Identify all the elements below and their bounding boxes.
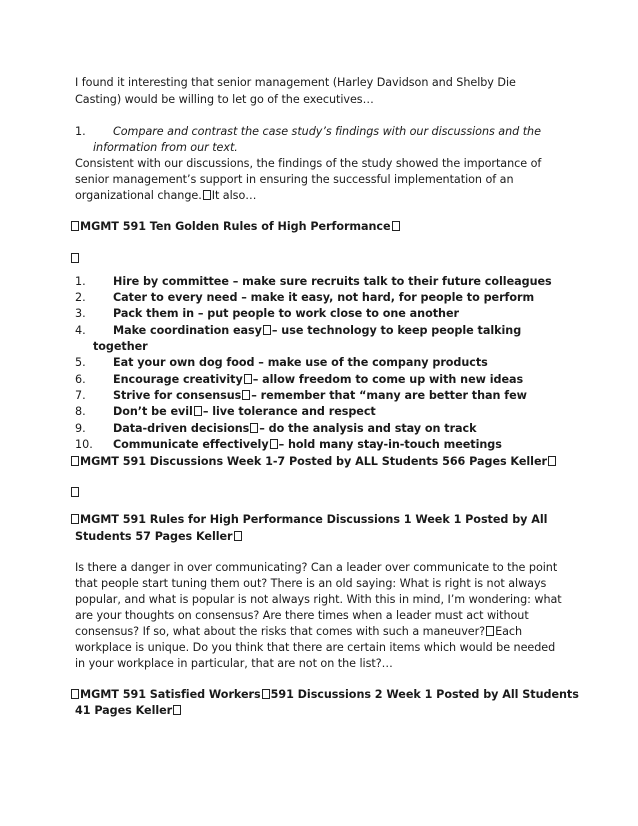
box-glyph-icon [270, 439, 278, 449]
empty-box-line [70, 485, 80, 501]
rule-number: 2. [75, 291, 86, 304]
box-glyph-icon [173, 705, 181, 715]
rule-text: Strive for consensus – remember that “many are better than few [113, 389, 527, 402]
box-glyph-icon [71, 487, 79, 497]
answer-line-3: organizational change. It also… [75, 189, 257, 202]
box-glyph-icon [548, 456, 556, 466]
body-line-5: consensus? If so, what about the risks that comes with such a maneuver? Each [75, 625, 523, 638]
question-line-2: information from our text. [93, 141, 238, 154]
body-line-1: Is there a danger in over communicating? Can a leader over communicate to the point [75, 561, 558, 574]
rule-text: Cater to every need – make it easy, not hard, for people to perform [113, 291, 535, 304]
rule-text: Communicate effectively – hold many stay-in-touch meetings [113, 438, 502, 451]
rule-text: Don’t be evil – live tolerance and respect [113, 405, 376, 418]
rule-text: Hire by committee – make sure recruits talk to their future colleagues [113, 275, 552, 288]
heading-discussions-link[interactable]: MGMT 591 Discussions Week 1-7 Posted by ALL Students 566 Pages Keller [70, 454, 557, 470]
rule-text: Pack them in – put people to work close to one another [113, 307, 459, 320]
rule-number: 5. [75, 356, 86, 369]
body-line-3: popular, and what is popular is not always right. With this in mind, I’m wondering: what [75, 593, 562, 606]
heading-satisfied-line-2[interactable]: 41 Pages Keller [75, 703, 182, 719]
box-glyph-icon [486, 626, 494, 636]
rule-number: 9. [75, 422, 86, 435]
rule-number: 4. [75, 324, 86, 337]
question-line-1: Compare and contrast the case study’s findings with our discussions and the [113, 125, 541, 138]
heading-rules-line-2[interactable]: Students 57 Pages Keller [75, 529, 243, 545]
empty-box-line [70, 251, 80, 267]
rule-text: Make coordination easy – use technology to keep people talking [113, 324, 522, 337]
box-glyph-icon [71, 221, 79, 231]
body-line-7: in your workplace in particular, that are not on the list?… [75, 657, 393, 670]
rule-text: Eat your own dog food – make use of the company products [113, 356, 488, 369]
heading-golden-rules: MGMT 591 Ten Golden Rules of High Performance [70, 219, 401, 235]
rule-number: 7. [75, 389, 86, 402]
box-glyph-icon [71, 456, 79, 466]
rule-number: 8. [75, 405, 86, 418]
rule-number: 3. [75, 307, 86, 320]
box-glyph-icon [71, 253, 79, 263]
box-glyph-icon [244, 374, 252, 384]
box-glyph-icon [242, 390, 250, 400]
body-line-4: are your thoughts on consensus? Are there times when a leader must act without [75, 609, 529, 622]
rule-text: Data-driven decisions – do the analysis and stay on track [113, 422, 477, 435]
answer-line-1: Consistent with our discussions, the findings of the study showed the importance of [75, 157, 542, 170]
answer-line-2: senior management’s support in ensuring the successful implementation of an [75, 173, 514, 186]
rule-number: 10. [75, 438, 93, 451]
rule-number: 1. [75, 275, 86, 288]
intro-line-2: Casting) would be willing to let go of the executives… [75, 93, 374, 106]
box-glyph-icon [194, 406, 202, 416]
intro-line-1: I found it interesting that senior management (Harley Davidson and Shelby Die [75, 76, 516, 89]
box-glyph-icon [203, 190, 211, 200]
box-glyph-icon [234, 531, 242, 541]
question-number: 1. [75, 125, 86, 138]
box-glyph-icon [250, 423, 258, 433]
body-line-2: that people start tuning them out? There is an old saying: What is right is not always [75, 577, 547, 590]
box-glyph-icon [263, 325, 271, 335]
box-glyph-icon [71, 514, 79, 524]
heading-satisfied-link[interactable]: MGMT 591 Satisfied Workers 591 Discussions 2 Week 1 Posted by All Students [70, 687, 579, 703]
body-line-6: workplace is unique. Do you think that there are certain items which would be needed [75, 641, 556, 654]
heading-rules-link[interactable]: MGMT 591 Rules for High Performance Discussions 1 Week 1 Posted by All [70, 512, 547, 528]
box-glyph-icon [71, 689, 79, 699]
box-glyph-icon [262, 689, 270, 699]
rule-number: 6. [75, 373, 86, 386]
rule-text-continued: together [93, 340, 148, 353]
box-glyph-icon [392, 221, 400, 231]
rule-text: Encourage creativity – allow freedom to come up with new ideas [113, 373, 524, 386]
